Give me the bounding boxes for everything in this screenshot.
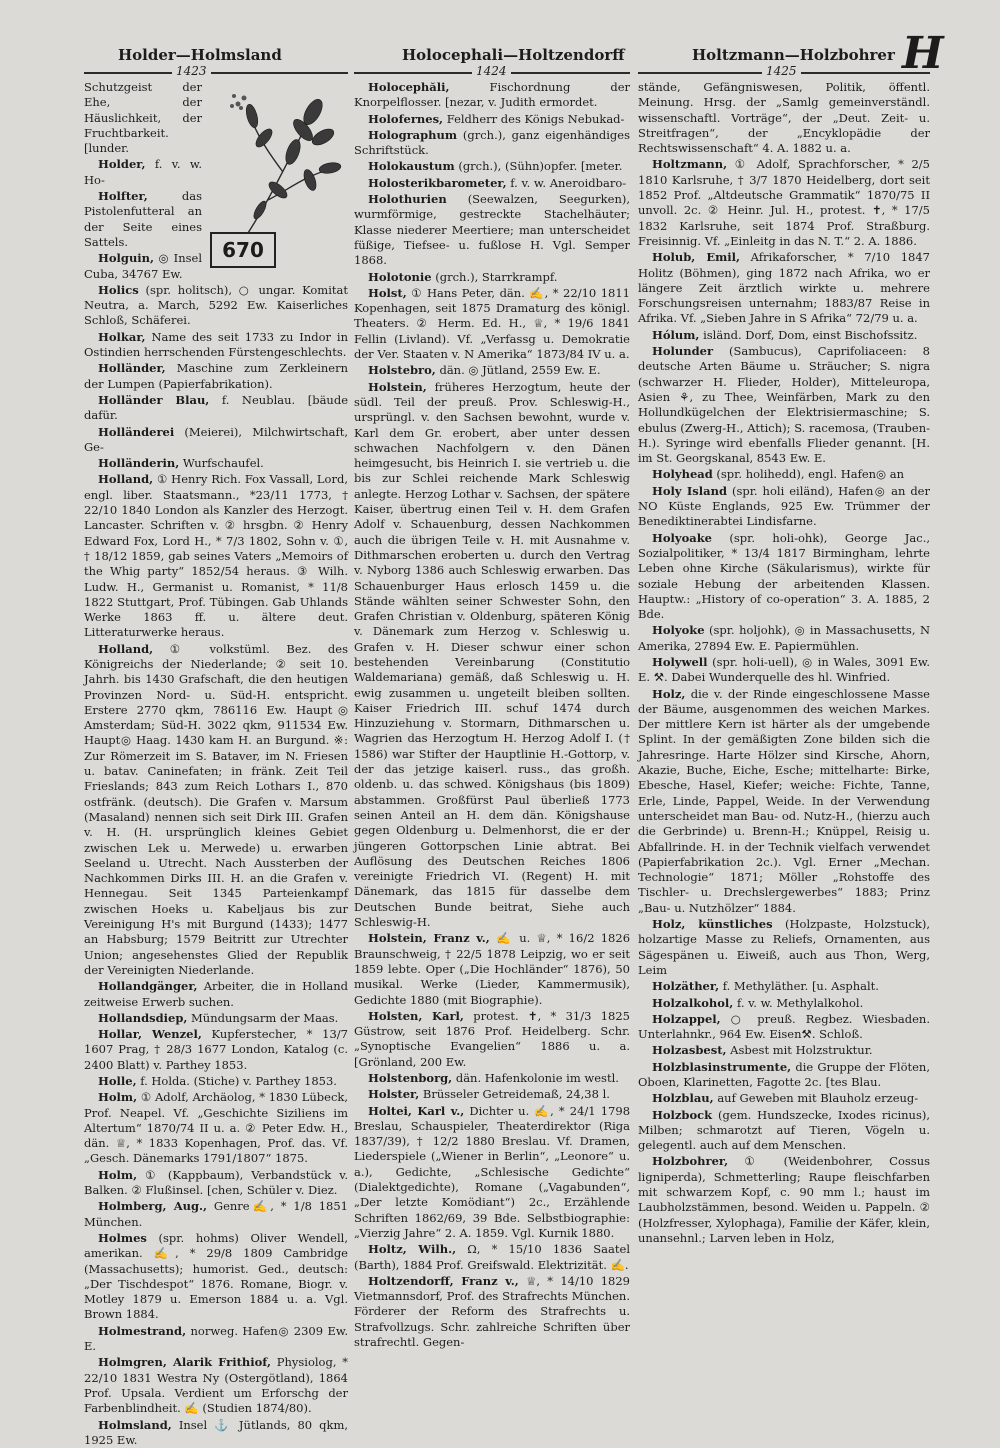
dictionary-entry (84, 642, 348, 979)
entry-headword: Holfter, (98, 189, 148, 204)
entry-text: ○ preuß. Regbez. Wiesbaden. Unterlahnkr., 964 Ew. Eisen⚒. Schloß. (638, 1011, 930, 1042)
entry-text: ✍ u. ♕, * 16/2 1826 Braunschweig, † 22/5 1878 Leipzig, wo er seit 1859 lebte. Oper („Die Hochländer“ 1876), 50 musikal. Werke (Lieder, Kammermusik), Gedichte 1880 (mit Biographie). (354, 931, 631, 1007)
dictionary-entry (638, 996, 930, 1011)
entry-text: die v. der Rinde eingeschlossene Masse der Bäume, ausgenommen des weichen Markes. Der mittlere Kern ist härter als der umgebende Splint. In der gemäßigten Zone bilden sich die Jahresringe. Harte Hölzer sind Kirsche, Ahorn, Akazie, Buche, Eiche, Esche; mittelharte: Birke, Ebesche, Hasel, Kiefer; weiche: Fichte, Tanne, Erle, Linde, Pappel, Weide. In der Verwendung unterscheidet man Bau- od. Nutz-H., (hierzu auch die Gerbrinde) u. Brenn-H.; Knüppel, Reisig u. Abfallrinde. H. in der Technik vielfach verwendet (Papierfabrikation 2c.). Vgl. Erner „Mechan. Technologie“ 1871; Möller „Rohstoffe des Tischler- u. Drechslergewerbes“ 1883; Prinz „Bau- u. Nutzhölzer“ 1884. (638, 686, 930, 915)
dictionary-entry (354, 1242, 630, 1273)
entry-headword: Holzblasinstrumente, (652, 1059, 792, 1074)
entry-headword: Holm, (98, 1167, 138, 1182)
column-right (638, 80, 931, 1245)
entry-text: ① (Kappbaum), Verbandstück v. Balken. ② Flußinsel. [chen, Schüler v. Diez. (84, 1167, 348, 1198)
dictionary-entry (84, 1074, 348, 1089)
dictionary-entry (84, 393, 348, 424)
column-number-left: 1423 (172, 64, 211, 78)
dictionary-entry (354, 1071, 630, 1086)
dictionary-entry (638, 328, 930, 343)
entry-text: ① Adolf, Archäolog, * 1830 Lübeck, Prof. Neapel. Vf. „Geschichte Siziliens im Altertum“ 1870/74 II u. a. ② Peter Edw. H., dän. ♕, * 1833 Kopenhagen, Prof. das. Vf. „Gesch. Dänemarks 1791/1807“ 1875. (84, 1090, 349, 1166)
dictionary-entry (354, 112, 630, 127)
entry-text: ① (Weidenbohrer, Cossus ligniperda), Schmetterling; Raupe fleischfarben mit schwarzem Kopf, c. 90 mm l.; haust im Laubholzstämmen, besond. Weiden u. Pappeln. ② (Holzfresser, Xylophaga), Familie der Käfer, klein, unansehnl.; Larven leben in Holz, (638, 1154, 931, 1245)
dictionary-entry (638, 157, 930, 249)
entry-headword: Holotonie (368, 269, 432, 284)
entry-headword: Holzasbest, (652, 1043, 727, 1058)
entry-text: (grch.), ganz eigenhändiges Schriftstück. (354, 127, 630, 158)
entry-text: Name des seit 1733 zu Indor in Ostindien herrschenden Fürstengeschlechts. (84, 329, 349, 360)
entry-headword: Holics (98, 282, 139, 297)
entry-text: Physiolog, * 22/10 1831 Westra Ny (Ostergötland), 1864 Prof. Upsala. Verdient um Erforschg der Farbenblindheit. ✍ (Studien 1874/80). (84, 1355, 348, 1416)
entry-headword: Holsten, Karl, (368, 1008, 464, 1023)
column-number-right: 1425 (762, 64, 801, 78)
entry-text: Brüsseler Getreidemaß, 24,38 l. (422, 1087, 610, 1102)
entry-headword: Holzalkohol, (652, 995, 734, 1010)
entry-headword: Holländerin, (98, 456, 180, 471)
entry-headword: Holländer, (98, 361, 166, 376)
dictionary-entry (638, 655, 930, 686)
entry-text: f. v. w. Methylalkohol. (736, 995, 864, 1010)
entry-text: f. Methyläther. [u. Asphalt. (722, 979, 879, 994)
entry-text: (spr. holjohk), ◎ in Massachusetts, N Amerika, 27894 Ew. E. Papiermühlen. (638, 623, 931, 653)
entry-text: dän. Hafenkolonie im westl. (455, 1071, 619, 1085)
entry-text: Mündungsarm der Maas. (191, 1010, 339, 1025)
dictionary-entry (354, 1087, 630, 1102)
entry-headword: Hollandgänger, (98, 979, 198, 994)
entry-headword: Holmes (98, 1230, 147, 1245)
entry-text: (spr. holi-ohk), George Jac., Sozialpolitiker, * 13/4 1817 Birmingham, lehrte Leben ohne Kirche (Säkularismus), wirkte für soziale Hebung der arbeitenden Klassen. Hauptw.: „History of co-operation“ 3. A. 1885, 2 Bde. (638, 530, 930, 622)
column-left (84, 80, 349, 1447)
plant-illustration (208, 82, 348, 268)
entry-text: Asbest mit Holzstruktur. (730, 1043, 873, 1058)
entry-text: f. v. w. Aneroidbaro- (510, 175, 627, 190)
entry-text: f. v. w. Ho- (84, 157, 202, 187)
entry-text: norweg. Hafen◎ 2309 Ew. E. (84, 1323, 348, 1354)
dictionary-entry (638, 979, 930, 994)
entry-headword: Holographum (368, 127, 458, 142)
entry-text: Maschine zum Zerkleinern der Lumpen (Papierfabrikation). (84, 361, 348, 391)
entry-text: (spr. holi eiländ), Hafen◎ an der NO Küste Englands, 925 Ew. Trümmer der Benediktinerabtei Lindisfarne. (638, 483, 930, 529)
dictionary-entry (354, 80, 630, 111)
dictionary-entry (84, 283, 348, 329)
entry-headword: Holzbock (652, 1107, 713, 1122)
entry-text: Fischordnung der Knorpelflosser. [nezar, v. Judith ermordet. (354, 80, 630, 110)
entry-text: dän. ◎ Jütland, 2559 Ew. E. (439, 363, 601, 378)
dictionary-entry (354, 128, 630, 159)
dictionary-entry (638, 687, 930, 916)
entry-text: ① Henry Rich. Fox Vassall, Lord, engl. liber. Staatsmann., *23/11 1773, † 22/10 1840 London als Kanzler des Herzogt. Lancaster. Schriften v. ② hrsgbn. ② Henry Edward Fox, Lord H., * 7/3 1802, Sohn v. ①, † 18/12 1859, gab seines Vaters „Memoirs of the Whig party“ 1852/54 heraus. ③ Wilh. Ludw. H., Germanist u. Romanist, * 11/8 1822 Stuttgart, Prof. Tübingen. Gab Uhlands Werke 1863 ff. u. ältere deut. Litteraturwerke heraus. (84, 472, 348, 640)
dictionary-entry (354, 363, 630, 378)
entry-headword: Holzbohrer, (652, 1154, 729, 1169)
dictionary-entry (638, 1108, 930, 1154)
entries-left (84, 80, 348, 1448)
entry-headword: Holywell (652, 654, 708, 669)
dictionary-entry (84, 1231, 348, 1323)
entry-headword: Holkar, (98, 329, 146, 344)
dictionary-entry (638, 344, 930, 466)
entry-headword: Holm, (98, 1090, 138, 1105)
entry-text: auf Geweben mit Blauholz erzeug- (717, 1091, 919, 1106)
entry-headword: Holst, (368, 285, 407, 300)
dictionary-entry (84, 1355, 348, 1416)
dictionary-entry (84, 425, 348, 456)
entry-headword: Holz, (652, 686, 686, 701)
entry-text: (grch.), Starrkrampf. (435, 269, 558, 284)
entry-text: (spr. holi-uell), ◎ in Wales, 3091 Ew. E. ⚒. Dabei Wunderquelle des hl. Winfried. (638, 654, 930, 685)
entry-headword: Holster, (368, 1087, 420, 1102)
entry-headword: Holländer Blau, (98, 392, 210, 407)
dictionary-entry (354, 159, 630, 174)
entry-headword: Holstein, Franz v., (368, 931, 490, 946)
entry-headword: Holunder (652, 344, 714, 359)
dictionary-entry (638, 250, 930, 326)
entry-headword: Holzblau, (652, 1091, 714, 1106)
entry-headword: Holmberg, Aug., (98, 1199, 208, 1214)
dictionary-entry (84, 1090, 348, 1166)
dictionary-entry (354, 1274, 630, 1350)
entry-text: Schutzgeist der Ehe, der Häuslichkeit, der Fruchtbarkeit. [lunder. (84, 80, 202, 156)
entry-text: protest. ✝, * 31/3 1825 Güstrow, seit 1876 Prof. Heidelberg. Schr. „Synoptische Evangelien“ 1886 u. a. [Grönland, 200 Ew. (354, 1008, 630, 1069)
entry-text: (gem. Hundszecke, Ixodes ricinus), Milben; schmarotzt auf Tieren, Vögeln u. gelegentl. auch auf dem Menschen. (638, 1107, 931, 1153)
entry-headword: Holosterikbarometer, (368, 175, 507, 190)
entry-headword: Holland, (98, 472, 154, 487)
dictionary-entry (84, 456, 348, 471)
dictionary-entry (638, 80, 930, 156)
entry-headword: Holle, (98, 1074, 137, 1088)
entry-headword: Holy Island (652, 483, 727, 498)
dictionary-entry (84, 1168, 348, 1199)
entry-text: ♕, * 14/10 1829 Vietmannsdorf, Prof. des Strafrechts München. Förderer der Reform des Strafrechts u. Strafvollzugs. Schr. zahlreiche Schriften über strafrechtl. Gegen- (354, 1273, 631, 1350)
entry-headword: Holz, künstliches (652, 917, 773, 932)
dictionary-entry (638, 484, 930, 530)
dictionary-entry (354, 380, 630, 931)
dictionary-entry (84, 1199, 348, 1230)
entry-headword: Holtei, Karl v., (368, 1103, 465, 1118)
entry-headword: Holstebro, (368, 363, 436, 378)
entry-text: stände, Gefängniswesen, Politik, öffentl. Meinung. Hrsg. der „Samlg gemeinverständl. wissenschaftl. Vorträge“, der „Deut. Zeit- u. Streitfragen“, der „Encyklopädie der Rechtswissenschaft“ 4. A. 1882 u. a. (638, 80, 930, 156)
entry-text: (spr. hohms) Oliver Wendell, amerikan. ✍, * 29/8 1809 Cambridge (Massachusetts); humorist. Ged., deutsch: „Der Tischdespot“ 1876. Romane, Biogr. v. Motley 1879 u. Emerson 1884 u. a. Vgl. Brown 1884. (84, 1230, 348, 1322)
entry-headword: Hollar, Wenzel, (98, 1027, 202, 1042)
dictionary-entry (354, 931, 630, 1007)
entry-headword: Holtzendorff, Franz v., (368, 1273, 519, 1288)
dictionary-entry (638, 1091, 930, 1106)
dictionary-entry (354, 1104, 630, 1242)
entry-text: (spr. holitsch), ○ ungar. Komitat Neutra, a. March, 5292 Ew. Kaiserliches Schloß, Schäferei. (84, 282, 348, 328)
entry-text: (grch.), (Sühn)opfer. [meter. (458, 159, 623, 174)
dictionary-entry (638, 1012, 930, 1043)
entry-headword: Holzappel, (652, 1011, 721, 1026)
dictionary-entry (84, 1011, 348, 1026)
dictionary-entry (84, 1027, 348, 1073)
dictionary-entry (84, 361, 348, 392)
header-right-keywords: Holtzmann—Holzbohrer (692, 46, 895, 64)
entry-text: (spr. holihedd), engl. Hafen◎ an (716, 467, 905, 482)
entry-text: früheres Herzogtum, heute der südl. Teil der preuß. Prov. Schleswig-H., ursprüngl. v. den Sachsen bewohnt, wurde v. Karl dem Gr. erobert, aber unter dessen schwachen Nachfolgern v. den Dänen heimgesucht, bis Heinrich I. sie vertrieb u. die bis zur Schlei reichende Mark Schleswig anlegte. Herzog Lothar v. Sachsen, der spätere Kaiser, übertrug einen Teil v. H. dem Grafen Adolf v. Schauenburg, dessen Nachkommen auch die übrigen Teile v. H. mit Ausnahme v. Dithmarschen eroberten u. durch den Vertrag v. Nyborg 1386 auch Schleswig erwarben. Das Schauenburger Haus erlosch 1459 u. die Stände wählten seiner Schwester Sohn, den Grafen Christian v. Oldenburg, späteren König v. Dänemark zum Herzog v. Schleswig u. Grafen v. H. Dieser schwur einer schon bestehenden Vereinbarung (Constitutio Waldemariana) gemäß, daß Schleswig u. H. ewig zusammen u. ungeteilt bleiben sollten. Kaiser Friedrich III. schuf 1474 durch Hinzuziehung v. Stormarn, Dithmarschen u. Wagrien das Herzogtum H. Herzog Adolf I. († 1586) war Stifter der Hauptlinie H.-Gottorp, v. der das jetzige kaiserl. russ., das großh. oldenb. u. das schwed. Königshaus (bis 1809) abstammen. Großfürst Paul überließ 1773 seinen Anteil an H. dem dän. Königshause gegen Oldenburg u. Delmenhorst, die er der jüngeren Gottorpschen Linie abtrat. Bei Auflösung des Deutschen Reiches 1806 vereinigte Friedrich VI. (Regent) H. mit Dänemark, das 1815 für dasselbe dem Deutschen Bunde beitrat, Siehe auch Schleswig-H. (354, 379, 630, 930)
dictionary-entry (638, 1043, 930, 1058)
entry-headword: Holothurien (368, 192, 447, 207)
header-rule-left (84, 72, 348, 74)
entry-text: ◎ Insel Cuba, 34767 Ew. (84, 251, 203, 281)
entry-headword: Hollandsdiep, (98, 1010, 188, 1025)
entry-text: (Meierei), Milchwirtschaft, Ge- (84, 424, 348, 454)
dictionary-entry (638, 917, 930, 978)
entry-headword: Hólum, (652, 327, 700, 342)
dictionary-entry (354, 176, 630, 191)
entry-text: das Pistolenfutteral an der Seite eines Sattels. (84, 189, 202, 249)
entry-text: Ω, * 15/10 1836 Saatel (Barth), 1884 Prof. Greifswald. Elektrizität. ✍. (354, 1242, 630, 1272)
entry-text: Arbeiter, die in Holland zeitweise Erwerb suchen. (84, 979, 349, 1009)
dictionary-entry (84, 979, 348, 1010)
section-letter: H (902, 28, 944, 79)
dictionary-entry (354, 270, 630, 285)
entry-headword: Holmestrand, (98, 1323, 187, 1338)
entry-text: die Gruppe der Flöten, Oboen, Klarinetten, Fagotte 2c. [tes Blau. (638, 1059, 930, 1089)
header-center-keywords: Holocephali—Holtzendorff (402, 46, 625, 64)
entry-headword: Holstein, (368, 379, 427, 394)
entries-center (354, 80, 630, 1350)
entry-headword: Holub, Emil, (652, 250, 740, 265)
entry-text: Dichter u. ✍, * 24/1 1798 Breslau, Schauspieler, Theaterdirektor (Riga 1837/39), † 12/2 1880 Breslau. Vf. Dramen, Liederspiele („Wiener in Berlin“, „Leonore“ u. a.), Gedichte, „Schlesische Gedichte“ (Dialektgedichte), Romane („Vagabunden“, „Der letzte Komödiant“) 2c., Erzählende Schriften 1862/69, 39 Bde. Selbstbiographie: „Vierzig Jahre“ 2. A. 1859. Vgl. Kurnik 1880. (354, 1103, 631, 1240)
entry-headword: Holyhead (652, 467, 713, 482)
plate-number: 670 (210, 232, 276, 268)
entry-text: Afrikaforscher, * 7/10 1847 Holitz (Böhmen), ging 1872 nach Afrika, wo er längere Zeit ärztlich wirkte u. mehrere Forschungsreisen unternahm; 1883/87 Reise in Afrika. Vf. „Sieben Jahre in S Afrika“ 72/79 u. a. (638, 250, 930, 326)
dictionary-entry (638, 1060, 930, 1091)
entry-headword: Holtzmann, (652, 157, 728, 172)
entry-headword: Holguin, (98, 251, 155, 266)
entry-text: f. Holda. (Stiche) v. Parthey 1853. (140, 1074, 337, 1088)
entry-headword: Holofernes, (368, 111, 444, 126)
entry-text: isländ. Dorf, Dom, einst Bischofssitz. (703, 327, 918, 342)
entry-text: Kupferstecher, * 13/7 1607 Prag, † 28/3 1677 London, Katalog (c. 2400 Blatt) v. Parthey 1853. (84, 1027, 348, 1072)
entry-headword: Holokaustum (368, 159, 455, 174)
entry-headword: Holyoke (652, 623, 705, 638)
entries-right (638, 80, 930, 1246)
dictionary-entry (84, 330, 348, 361)
entry-text: Insel ⚓ Jütlands, 80 qkm, 1925 Ew. (84, 1417, 349, 1447)
entry-headword: Holocephăli, (368, 80, 450, 94)
column-center (354, 80, 631, 1350)
entry-text: Genre✍, * 1/8 1851 München. (84, 1199, 348, 1229)
entry-headword: Holland, (98, 641, 154, 656)
entry-text: Feldherr des Königs Nebukad- (446, 111, 625, 126)
entry-text: Wurfschaufel. (182, 456, 264, 471)
dictionary-entry (84, 1324, 348, 1355)
dictionary-entry (354, 1009, 630, 1070)
column-number-center: 1424 (472, 64, 511, 78)
entry-headword: Holzäther, (652, 979, 720, 994)
entry-headword: Holder, (98, 157, 146, 172)
dictionary-entry (638, 531, 930, 623)
dictionary-entry (354, 192, 630, 268)
entry-headword: Holländerei (98, 424, 175, 439)
entry-text: (Sambucus), Caprifoliaceen: 8 deutsche Arten Bäume u. Sträucher; S. nigra (schwarzer H. Flieder, Holder), Mitteleuropa, Asien ⚘, zu Thee, Weinfärben, Mark zu den Hollundkügelchen der Elektrisiermaschine; S. ebulus (Zwerg-H., Attich); S. racemosa, (Trauben-H.). Syringe wird ebenfalls Flieder genannt. [H. im St. Georgskanal, 8543 Ew. E. (638, 344, 930, 466)
dictionary-entry (84, 1418, 348, 1448)
dictionary-entry (354, 286, 630, 362)
entry-headword: Holstenborg, (368, 1071, 453, 1085)
entry-text: (Holzpaste, Holzstuck), holzartige Masse zu Reliefs, Ornamenten, aus Sägespänen u. Eiweiß, auch aus Thon, Werg, Leim (638, 917, 931, 977)
dictionary-entry (638, 623, 930, 654)
entry-text: (Seewalzen, Seegurken), wurmförmige, gestreckte Stachelhäuter; Klasse niederer Meertiere; man unterscheidet füßige, Tiefsee- u. fußlose H. Vgl. Semper 1868. (354, 192, 631, 268)
entry-text: f. Neublau. [bäude dafür. (84, 392, 348, 423)
entry-headword: Holmsland, (98, 1417, 172, 1432)
entry-text: ① volkstüml. Bez. des Königreichs der Niederlande; ② seit 10. Jahrh. bis 1430 Grafschaft, die den heutigen Provinzen Nord- u. Süd-H. entspricht. Erstere 2770 qkm, 786116 Ew. Haupt◎ Amsterdam; Süd-H. 3022 qkm, 911534 Ew. Haupt◎ Haag. 1430 kam H. an Burgund. ※: Zur Römerzeit im S. Bataver, im N. Friesen u. batav. Caninefaten; in fränk. Zeit Teil Frieslands; 843 zum Reich Lothars I., 870 ostfränk. (deutsch). Die Grafen v. Marsum (Masaland) nennen sich seit Dirk III. Grafen v. H. (H. ursprünglich kleines Gebiet zwischen Lek u. Merwede) u. erwarben Seeland u. Utrecht. Nach Aussterben der Nachkommen Dirks III. H. an die Grafen v. Hennegau. Seit 1345 Parteienkampf zwischen Hoeks u. Kabeljaus bis zur Vereinigung H's mit Burgund (1433); 1477 an Habsburg; 1579 Beitritt zur Utrechter Union; angesehenstes Glied der Republik der Vereinigten Niederlande. (84, 641, 348, 977)
dictionary-entry (638, 1154, 930, 1246)
dictionary-entry (84, 472, 348, 640)
entry-headword: Holmgren, Alarik Frithiof, (98, 1355, 271, 1370)
entry-headword: Holtz, Wilh., (368, 1242, 457, 1257)
entry-text: ① Hans Peter, dän. ✍, * 22/10 1811 Kopenhagen, seit 1875 Dramaturg des königl. Theaters. ② Herm. Ed. H., ♕, * 19/6 1841 Fellin (Livland). Vf. „Verfassg u. Demokratie der Ver. Staaten v. N Amerika“ 1873/84 IV u. a. (354, 285, 630, 362)
entry-text: ① Adolf, Sprachforscher, * 2/5 1810 Karlsruhe, † 3/7 1870 Heidelberg, dort seit 1852 Prof. „Altdeutsche Grammatik“ 1870/75 II unvoll. 2c. ② Heinr. Jul. H., protest. ✝, * 17/5 1832 Karlsruhe, seit 1874 Prof. Straßburg. Freisinnig. Vf. „Einleitg in das N. T.“ 2. A. 1886. (638, 157, 930, 248)
dictionary-entry (638, 467, 930, 482)
entry-headword: Holyoake (652, 530, 712, 545)
header-left-keywords: Holder—Holmsland (118, 46, 282, 64)
